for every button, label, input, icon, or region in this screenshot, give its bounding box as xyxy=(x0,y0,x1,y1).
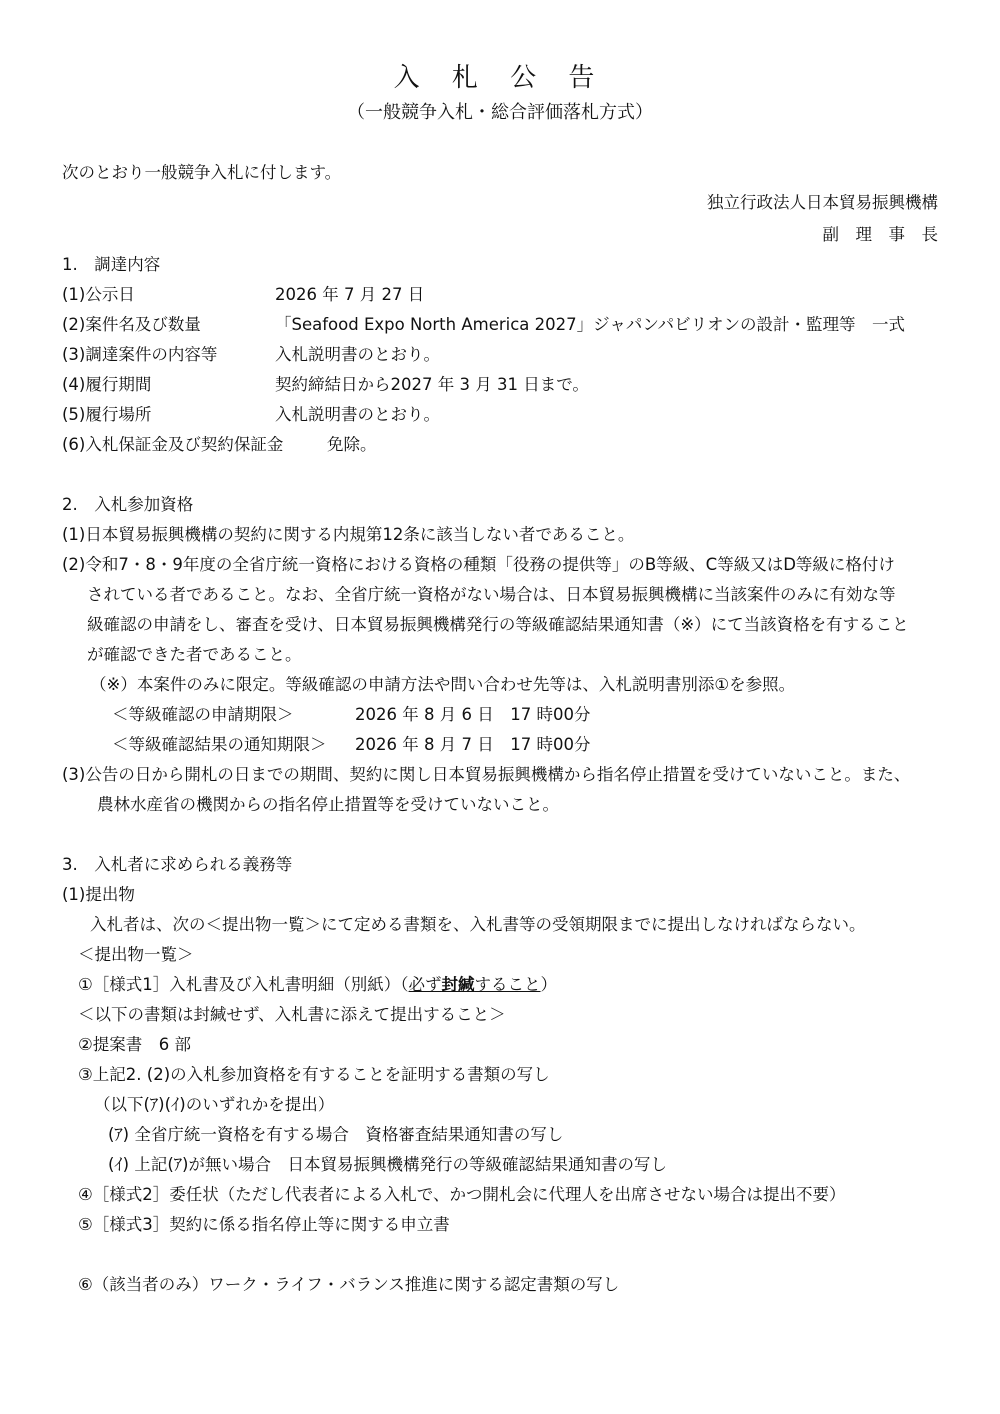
section1-item-label: (2)案件名及び数量 xyxy=(62,315,201,334)
deadline-label: ＜等級確認結果の通知期限＞ xyxy=(112,735,327,754)
section2-heading: 2. 入札参加資格 xyxy=(62,495,194,514)
submission-list-heading: ＜提出物一覧＞ xyxy=(78,945,194,964)
sealed-text: 封緘 xyxy=(441,975,475,994)
section3-heading: 3. 入札者に求められる義務等 xyxy=(62,855,293,874)
section2-item1: (1)日本貿易振興機構の契約に関する内規第12条に該当しない者であること。 xyxy=(62,525,635,544)
submission-item-6: ⑥（該当者のみ）ワーク・ライフ・バランス推進に関する認定書類の写し xyxy=(78,1275,620,1294)
section1-item-value: 2026 年 7 月 27 日 xyxy=(275,285,425,304)
section2-item3-line: 農林水産省の機関からの指名停止措置等を受けていないこと。 xyxy=(97,795,559,814)
section2-item2-line: (2)令和7・8・9年度の全省庁統一資格における資格の種類「役務の提供等」のB等級、C等級又はD等級に格付け xyxy=(62,555,895,574)
submission-item-3-note: （以下(ｱ)(ｲ)のいずれかを提出） xyxy=(94,1095,335,1114)
section1-item-value: 免除。 xyxy=(327,435,377,454)
submission-item-2: ②提案書 6 部 xyxy=(78,1035,192,1054)
section3-sub1: (1)提出物 xyxy=(62,885,135,904)
section1-item-value: 入札説明書のとおり。 xyxy=(275,405,440,424)
section1-item-label: (6)入札保証金及び契約保証金 xyxy=(62,435,284,454)
section2-item2-line: 級確認の申請をし、審査を受け、日本貿易振興機構発行の等級確認結果通知書（※）にて当該資格を有すること xyxy=(87,615,909,634)
must-text: 必ず xyxy=(408,975,442,994)
submission-item-1-suffix: ） xyxy=(540,975,558,994)
section2-note: （※）本案件のみに限定。等級確認の申請方法や問い合わせ先等は、入札説明書別添①を参照。 xyxy=(90,675,796,694)
separate-note: ＜以下の書類は封緘せず、入札書に添えて提出すること＞ xyxy=(78,1005,506,1024)
intro-text: 次のとおり一般競争入札に付します。 xyxy=(62,163,342,182)
page-subtitle: （一般競争入札・総合評価落札方式） xyxy=(347,102,653,123)
section1-item-label: (5)履行場所 xyxy=(62,405,152,424)
submission-item-4: ④［様式2］委任状（ただし代表者による入札で、かつ開札会に代理人を出席させない場合は提出不要） xyxy=(78,1185,846,1204)
submission-item-5: ⑤［様式3］契約に係る指名停止等に関する申立書 xyxy=(78,1215,450,1234)
section1-item-label: (3)調達案件の内容等 xyxy=(62,345,218,364)
section2-item2-line: が確認できた者であること。 xyxy=(87,645,302,664)
section1-item-value: 「Seafood Expo North America 2027」ジャパンパビリオンの設計・監理等 一式 xyxy=(275,315,905,334)
section2-item3-line: (3)公告の日から開札の日までの期間、契約に関し日本貿易振興機構から指名停止措置を受けていないこと。また、 xyxy=(62,765,911,784)
submission-item-3b: (ｲ) 上記(ｱ)が無い場合 日本貿易振興機構発行の等級確認結果通知書の写し xyxy=(108,1155,667,1174)
section1-item-value: 入札説明書のとおり。 xyxy=(275,345,440,364)
organization-name: 独立行政法人日本貿易振興機構 xyxy=(707,193,938,212)
submission-item-3a: (ｱ) 全省庁統一資格を有する場合 資格審査結果通知書の写し xyxy=(108,1125,564,1144)
submission-item-3: ③上記2. (2)の入札参加資格を有することを証明する書類の写し xyxy=(78,1065,550,1084)
deadline-label: ＜等級確認の申請期限＞ xyxy=(112,705,294,724)
section3-intro: 入札者は、次の＜提出物一覧＞にて定める書類を、入札書等の受領期限までに提出しなければならない。 xyxy=(90,915,866,934)
deadline-value: 2026 年 8 月 7 日 17 時00分 xyxy=(355,735,591,754)
deadline-value: 2026 年 8 月 6 日 17 時00分 xyxy=(355,705,591,724)
do-text: すること xyxy=(474,975,541,994)
signatory-title: 副 理 事 長 xyxy=(822,225,938,244)
section2-item2-line: されている者であること。なお、全省庁統一資格がない場合は、日本貿易振興機構に当該案件のみに有効な等 xyxy=(87,585,896,604)
submission-item-1 xyxy=(78,974,557,996)
page-title: 入 札 公 告 xyxy=(393,63,607,93)
section1-item-label: (1)公示日 xyxy=(62,285,135,304)
submission-item-1-prefix: ①［様式1］入札書及び入札書明細（別紙）（ xyxy=(78,975,409,994)
section1-heading: 1. 調達内容 xyxy=(62,255,161,274)
section1-item-value: 契約締結日から2027 年 3 月 31 日まで。 xyxy=(275,375,589,394)
section1-item-label: (4)履行期間 xyxy=(62,375,152,394)
